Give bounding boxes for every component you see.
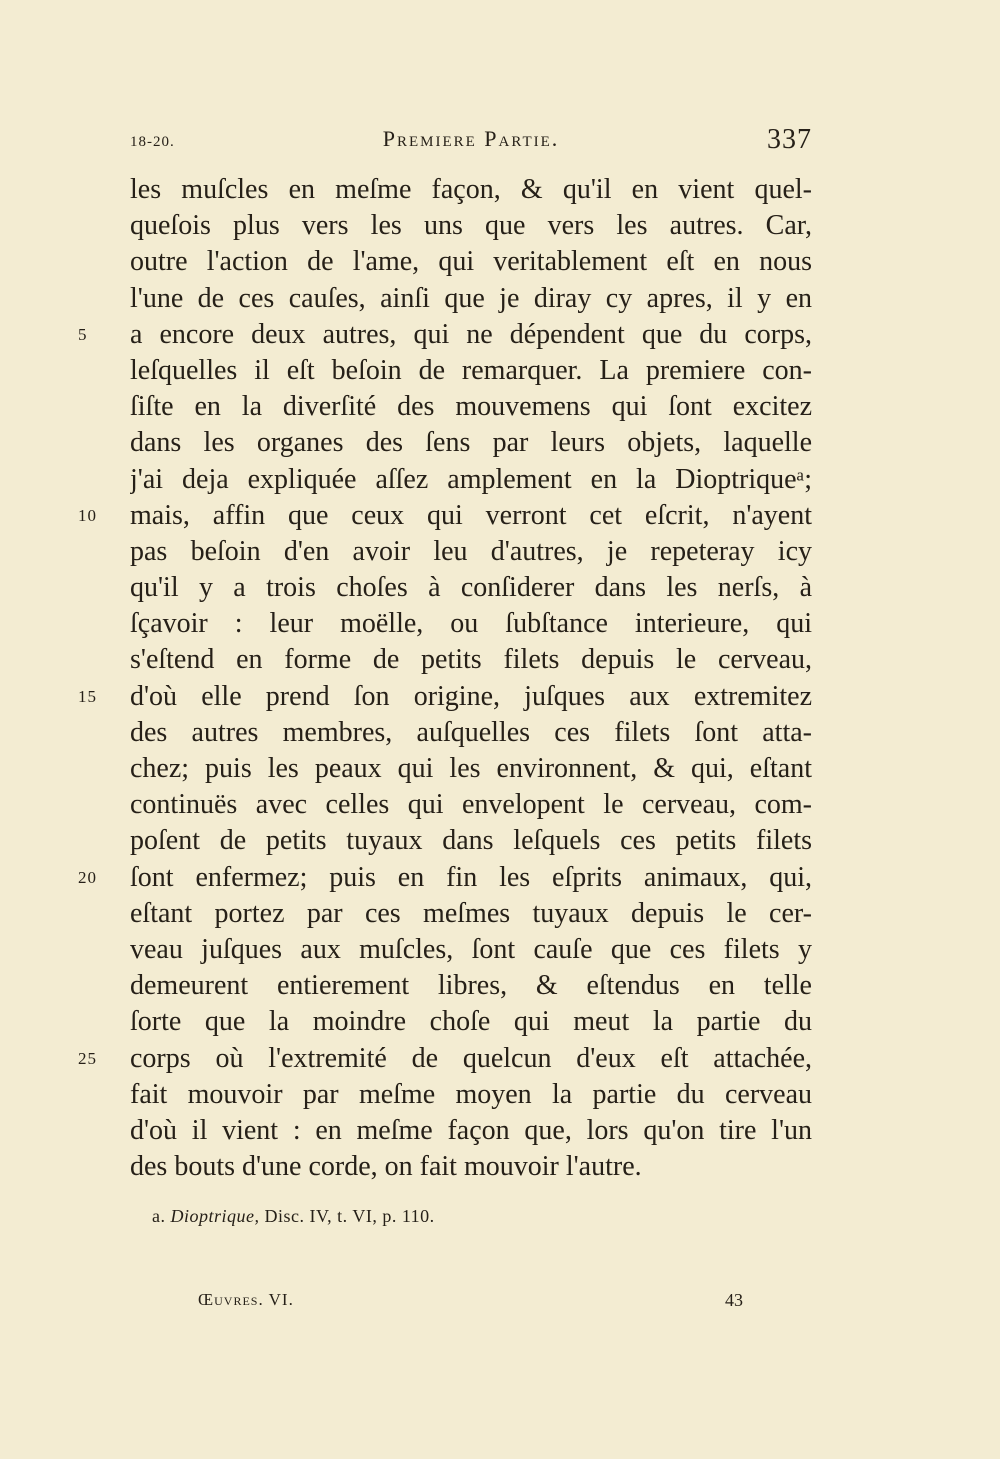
footnote-reference: Disc. IV, t. VI, p. 110. bbox=[264, 1206, 435, 1226]
text-line: d'où elle prend ſon origine, juſques aux extremitez bbox=[130, 680, 812, 712]
text-line: poſent de petits tuyaux dans leſquels ces petits filets bbox=[130, 825, 812, 857]
footnote-marker: a. bbox=[152, 1206, 166, 1226]
text-line: eſtant portez par ces meſmes tuyaux depuis le cer- bbox=[130, 897, 812, 929]
text-line: mais, affin que ceux qui verront cet eſcrit, n'ayent bbox=[130, 499, 812, 531]
line-number: 25 bbox=[78, 1048, 97, 1068]
text-line: dans les organes des ſens par leurs objets, laquelle bbox=[130, 427, 812, 459]
text-line: fait mouvoir par meſme moyen la partie du cerveau bbox=[130, 1078, 812, 1110]
text-line: ſorte que la moindre choſe qui meut la partie du bbox=[130, 1006, 812, 1038]
text-line: corps où l'extremité de quelcun d'eux eſt attachée, bbox=[130, 1042, 812, 1074]
line-number: 15 bbox=[78, 686, 97, 706]
text-line: qu'il y a trois choſes à conſiderer dans les nerſs, à bbox=[130, 572, 812, 604]
body-text bbox=[130, 172, 812, 1185]
running-header bbox=[130, 124, 812, 164]
text-line: leſquelles il eſt beſoin de remarquer. La premiere con- bbox=[130, 354, 812, 386]
footnote-work-title: Dioptrique, bbox=[170, 1206, 260, 1226]
footnote bbox=[152, 1206, 435, 1227]
line-number: 5 bbox=[78, 324, 88, 344]
text-line: pas beſoin d'en avoir leu d'autres, je repeteray icy bbox=[130, 535, 812, 567]
signature-number: 43 bbox=[725, 1290, 743, 1310]
text-line: veau juſques aux muſcles, ſont cauſe que ces filets y bbox=[130, 933, 812, 965]
text-line: les muſcles en meſme façon, & qu'il en vient quel- bbox=[130, 174, 812, 205]
page-number: 337 bbox=[767, 124, 812, 155]
text-line: a encore deux autres, qui ne dépendent que du corps, bbox=[130, 318, 812, 350]
text-line: outre l'action de l'ame, qui veritablement eſt en nous bbox=[130, 246, 812, 278]
text-line: queſois plus vers les uns que vers les autres. Car, bbox=[130, 210, 812, 242]
text-line: l'une de ces cauſes, ainſi que je diray cy apres, il y en bbox=[130, 282, 812, 314]
text-line: ſiſte en la diverſité des mouvemens qui ſont excitez bbox=[130, 391, 812, 423]
signature-mark: Œuvres. VI. bbox=[198, 1290, 294, 1309]
text-line: des bouts d'une corde, on fait mouvoir l'autre. bbox=[130, 1151, 642, 1183]
text-line: j'ai deja expliquée aſſez amplement en la Dioptriqueᵃ; bbox=[130, 463, 812, 495]
text-line: ſont enfermez; puis en fin les eſprits animaux, qui, bbox=[130, 861, 812, 893]
text-line: demeurent entierement libres, & eſtendus en telle bbox=[130, 970, 812, 1002]
section-range: 18-20. bbox=[130, 134, 175, 150]
text-line: des autres membres, auſquelles ces filets ſont atta- bbox=[130, 716, 812, 748]
page-footer bbox=[198, 1290, 743, 1316]
line-number: 10 bbox=[78, 505, 97, 525]
running-title: Premiere Partie. bbox=[382, 126, 560, 151]
text-line: d'où il vient : en meſme façon que, lors qu'on tire l'un bbox=[130, 1114, 812, 1146]
text-line: s'eſtend en forme de petits filets depuis le cerveau, bbox=[130, 644, 812, 676]
text-line: chez; puis les peaux qui les environnent, & qui, eſtant bbox=[130, 753, 812, 784]
line-number: 20 bbox=[78, 867, 97, 887]
text-line: ſçavoir : leur moëlle, ou ſubſtance interieure, qui bbox=[130, 608, 812, 640]
text-line: continuës avec celles qui envelopent le cerveau, com- bbox=[130, 789, 812, 821]
